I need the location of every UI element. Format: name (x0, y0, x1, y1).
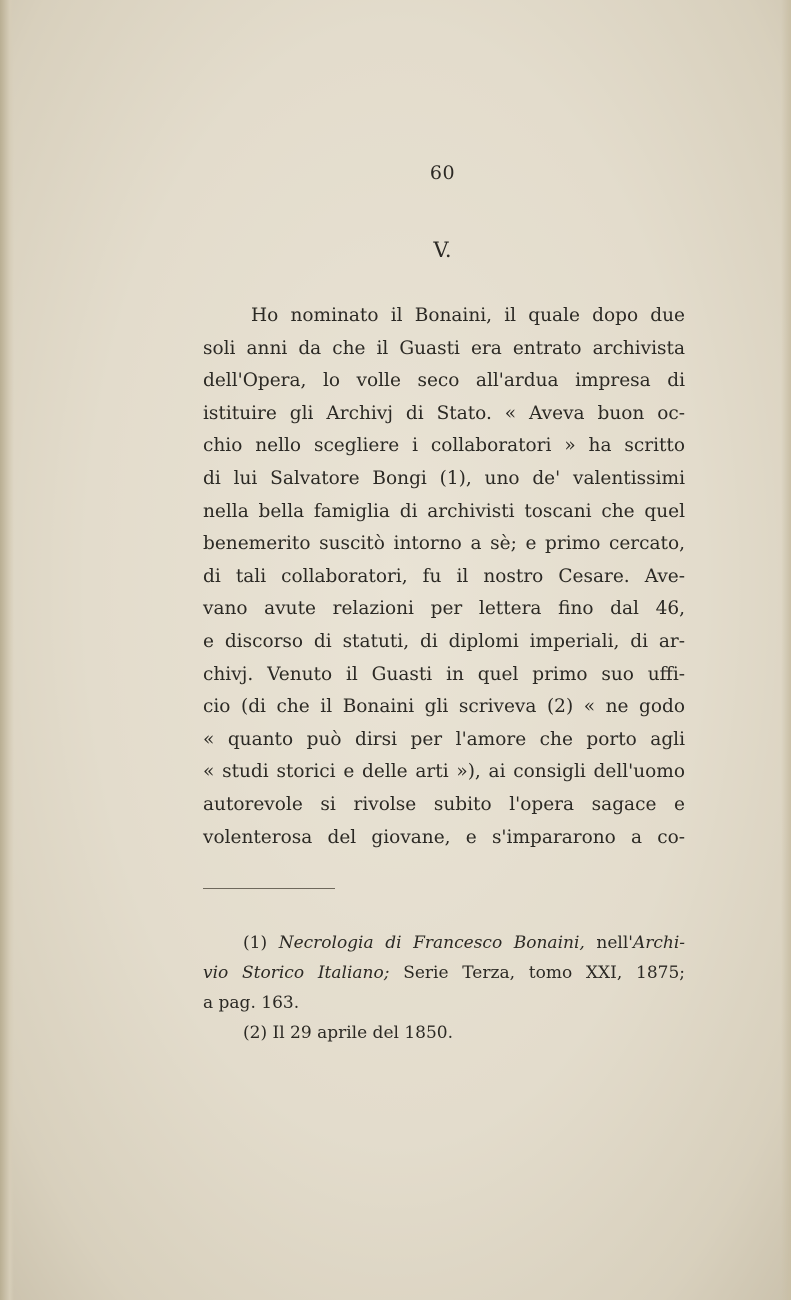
page-number: 60 (429, 162, 456, 184)
paragraph-line: Ho nominato il Bonaini, il quale dopo due (251, 305, 685, 326)
paragraph-line: benemerito suscitò intorno a sè; e primo cercato, (203, 533, 685, 555)
paragraph-line: e discorso di statuti, di diplomi imperiali, di ar- (203, 630, 685, 652)
paragraph-line: di tali collaboratori, fu il nostro Cesare. Ave- (203, 565, 685, 587)
footnote-1-marker: (1) (243, 933, 268, 953)
footnote-1-journal-end: vio Storico Italiano; (203, 963, 390, 983)
paragraph-line: volenterosa del giovane, e s'impararono a co- (203, 826, 685, 848)
footnote-1-connector: nell' (596, 933, 633, 953)
footnote-1-title: Necrologia di Francesco Bonaini, (278, 933, 585, 953)
section-heading: V. (433, 238, 452, 262)
footnote-1-line-2 (203, 958, 685, 988)
paragraph-line: vano avute relazioni per lettera fino dal 46, (203, 598, 685, 620)
paragraph-line: istituire gli Archivj di Stato. « Aveva buon oc- (203, 402, 685, 424)
footnotes (203, 928, 685, 1048)
main-paragraph (203, 300, 685, 854)
paragraph-line: chio nello scegliere i collaboratori » ha scritto (203, 435, 685, 457)
paragraph-line: soli anni da che il Guasti era entrato archivista (203, 337, 685, 359)
paragraph-line: cio (di che il Bonaini gli scriveva (2) « ne godo (203, 696, 685, 718)
page-edge-left (0, 0, 14, 1300)
footnote-1-line-1 (203, 928, 685, 958)
footnote-1-line-3: a pag. 163. (203, 993, 300, 1013)
paragraph-line: « studi storici e delle arti »), ai consigli dell'uomo (203, 761, 685, 783)
footnote-2: (2) Il 29 aprile del 1850. (243, 1023, 454, 1043)
paragraph-line: dell'Opera, lo volle seco all'ardua impresa di (203, 370, 685, 392)
footnote-separator (203, 888, 335, 889)
footnote-1-details: Serie Terza, tomo XXI, 1875; (403, 963, 686, 983)
page-edge-right (781, 0, 791, 1300)
footnote-1-journal-start: Archi- (632, 933, 686, 953)
paragraph-line: autorevole si rivolse subito l'opera sagace e (203, 793, 685, 815)
paragraph-line: nella bella famiglia di archivisti toscani che quel (203, 500, 685, 522)
paragraph-line: di lui Salvatore Bongi (1), uno de' valentissimi (203, 467, 685, 489)
paragraph-line: chivj. Venuto il Guasti in quel primo suo uffi- (203, 663, 685, 685)
paragraph-line: « quanto può dirsi per l'amore che porto agli (203, 728, 685, 750)
